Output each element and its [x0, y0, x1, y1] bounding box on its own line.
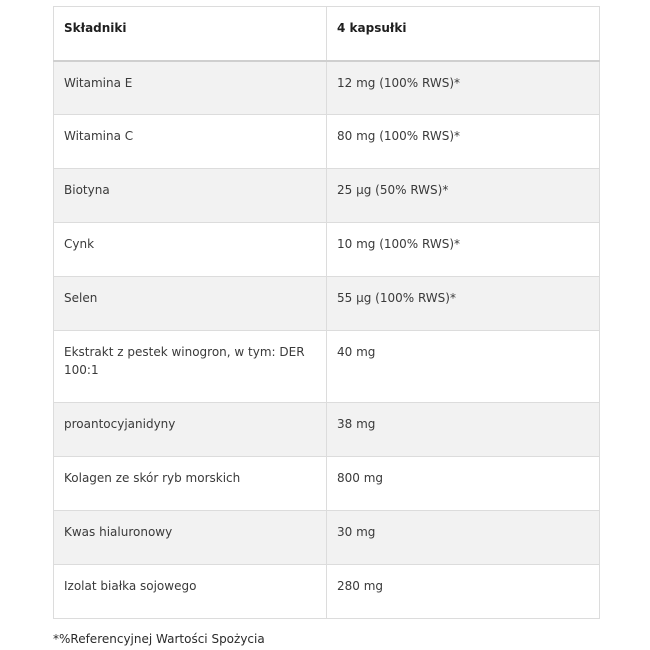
- nutrition-table: [53, 6, 600, 619]
- ingredient-cell: Izolat białka sojowego: [54, 565, 327, 619]
- table-row: [54, 565, 600, 619]
- amount-cell: 12 mg (100% RWS)*: [327, 61, 600, 115]
- amount-cell: 10 mg (100% RWS)*: [327, 223, 600, 277]
- table-row: [54, 277, 600, 331]
- table-row: [54, 169, 600, 223]
- table-row: [54, 223, 600, 277]
- header-ingredients: Składniki: [54, 7, 327, 61]
- amount-cell: 25 µg (50% RWS)*: [327, 169, 600, 223]
- table-row: [54, 403, 600, 457]
- ingredient-cell: Kolagen ze skór ryb morskich: [54, 457, 327, 511]
- table-row: [54, 331, 600, 403]
- amount-cell: 280 mg: [327, 565, 600, 619]
- amount-cell: 40 mg: [327, 331, 600, 403]
- amount-cell: 80 mg (100% RWS)*: [327, 115, 600, 169]
- ingredient-cell: Ekstrakt z pestek winogron, w tym: DER 100:1: [54, 331, 327, 403]
- table-row: [54, 457, 600, 511]
- amount-cell: 30 mg: [327, 511, 600, 565]
- footnote: *%Referencyjnej Wartości Spożycia: [53, 632, 265, 646]
- ingredient-cell: proantocyjanidyny: [54, 403, 327, 457]
- table-row: [54, 61, 600, 115]
- ingredient-cell: Biotyna: [54, 169, 327, 223]
- ingredient-cell: Selen: [54, 277, 327, 331]
- amount-cell: 38 mg: [327, 403, 600, 457]
- table-row: [54, 115, 600, 169]
- ingredient-cell: Witamina E: [54, 61, 327, 115]
- amount-cell: 55 µg (100% RWS)*: [327, 277, 600, 331]
- header-amount: 4 kapsułki: [327, 7, 600, 61]
- ingredient-cell: Kwas hialuronowy: [54, 511, 327, 565]
- amount-cell: 800 mg: [327, 457, 600, 511]
- table-header-row: [54, 7, 600, 61]
- ingredient-cell: Cynk: [54, 223, 327, 277]
- ingredient-cell: Witamina C: [54, 115, 327, 169]
- nutrition-table-container: [53, 6, 599, 619]
- table-row: [54, 511, 600, 565]
